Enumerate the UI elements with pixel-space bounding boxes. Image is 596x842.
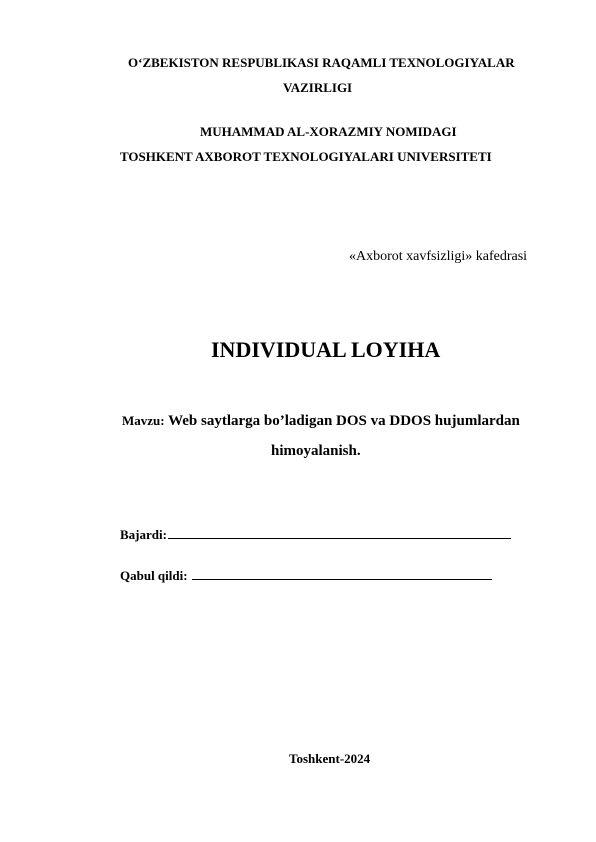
performed-by-label: Bajardi:	[120, 527, 167, 542]
topic-text-line2: himoyalanish.	[271, 443, 361, 459]
accepted-by-row	[120, 569, 492, 582]
topic-line1	[122, 414, 520, 429]
university-name-line2: TOSHKENT AXBOROT TEXNOLOGIYALARI UNIVERSITETI	[120, 149, 492, 164]
accepted-by-blank-line	[192, 578, 492, 580]
topic-text-line1: Web saytlarga bo’ladigan DOS va DDOS hujumlardan	[168, 413, 520, 429]
city-year: Toshkent-2024	[289, 751, 371, 766]
ministry-name-line2: VAZIRLIGI	[283, 80, 353, 95]
document-title: INDIVIDUAL LOYIHA	[211, 337, 441, 362]
performed-by-blank-line	[168, 537, 511, 539]
accepted-by-label: Qabul qildi:	[120, 568, 191, 583]
performed-by-row	[120, 528, 511, 541]
university-name-line1: MUHAMMAD AL-XORAZMIY NOMIDAGI	[200, 124, 457, 139]
topic-label: Mavzu:	[122, 413, 165, 428]
department-name: «Axborot xavfsizligi» kafedrasi	[349, 249, 528, 264]
ministry-name-line1: O‘ZBEKISTON RESPUBLIKASI RAQAMLI TEXNOLOGIYALAR	[128, 55, 515, 70]
